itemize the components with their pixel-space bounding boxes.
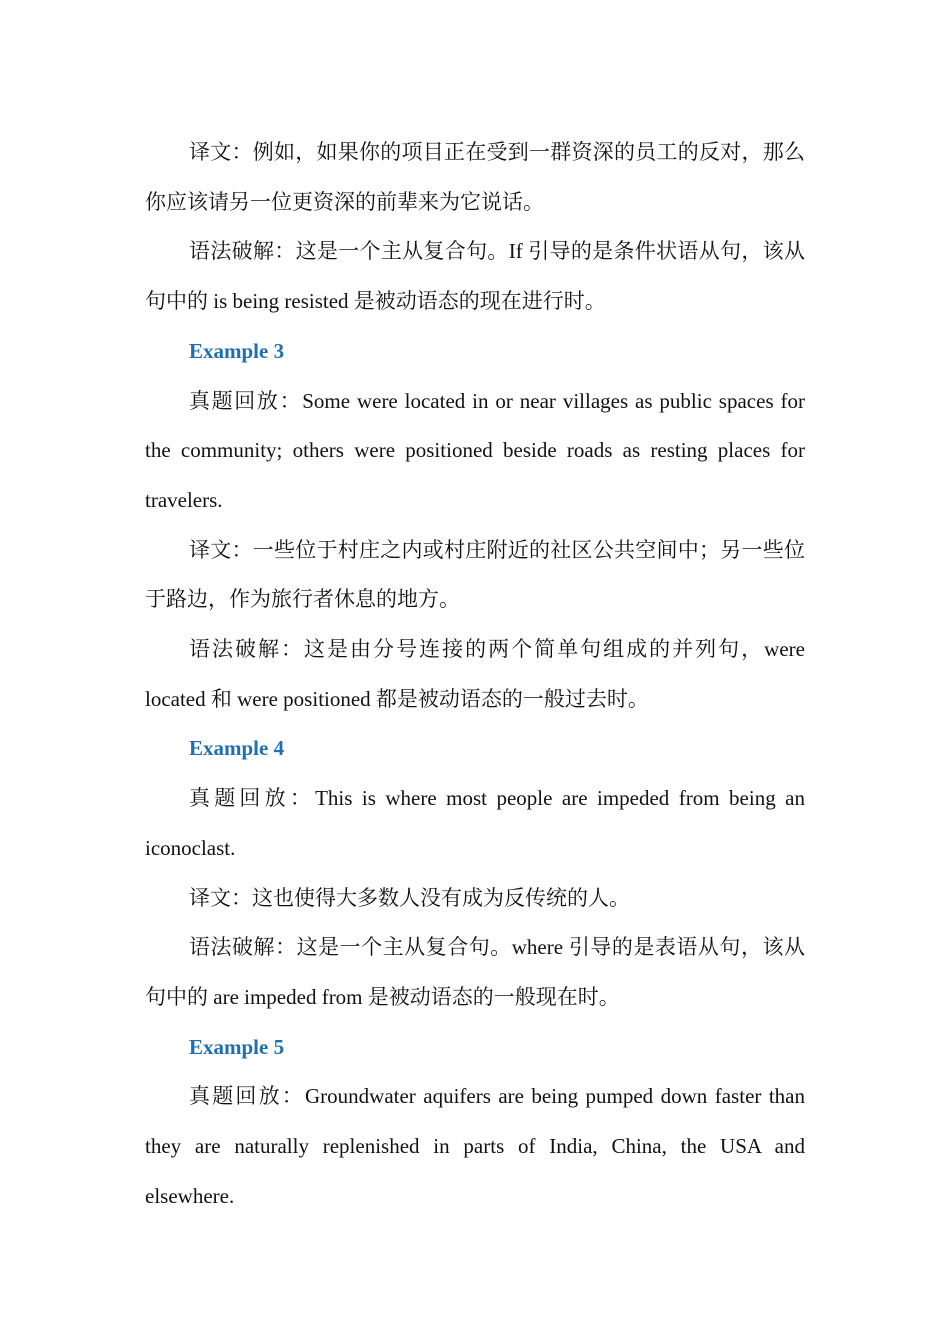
grammar-paragraph: 语法破解：这是一个主从复合句。where 引导的是表语从句，该从句中的 are impeded from 是被动语态的一般现在时。 (145, 935, 805, 1009)
example-heading: Example 4 (189, 736, 285, 761)
document-page (145, 128, 805, 1221)
example-heading: Example 5 (189, 1034, 285, 1059)
example-heading: Example 3 (189, 338, 285, 363)
original-sentence-paragraph: 真题回放：This is where most people are impeded from being an iconoclast. (145, 786, 805, 860)
original-sentence-paragraph: 真题回放：Some were located in or near villages as public spaces for the community; others were positioned beside roads as resting places for travelers. (145, 388, 805, 512)
translation-paragraph: 译文：这也使得大多数人没有成为反传统的人。 (189, 885, 630, 910)
original-sentence-paragraph: 真题回放：Groundwater aquifers are being pumped down faster than they are naturally replenished in parts of India, China, the USA and elsewhere. (145, 1084, 805, 1208)
grammar-paragraph: 语法破解：这是由分号连接的两个简单句组成的并列句，were located 和 were positioned 都是被动语态的一般过去时。 (145, 637, 805, 711)
translation-paragraph: 译文：例如，如果你的项目正在受到一群资深的员工的反对，那么你应该请另一位更资深的前辈来为它说话。 (145, 140, 805, 214)
translation-paragraph: 译文：一些位于村庄之内或村庄附近的社区公共空间中；另一些位于路边，作为旅行者休息的地方。 (145, 537, 805, 612)
grammar-paragraph: 语法破解：这是一个主从复合句。If 引导的是条件状语从句，该从句中的 is being resisted 是被动语态的现在进行时。 (145, 239, 805, 314)
